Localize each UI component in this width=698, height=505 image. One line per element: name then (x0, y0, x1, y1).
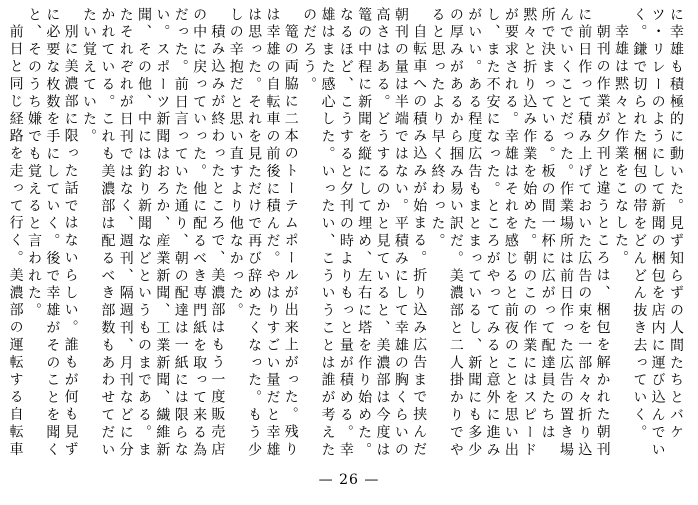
text-column: 自転車への積み込みが始まる。折り込み広告まで挟んだ (411, 24, 428, 460)
text-column: ると思ったより早く終わった。 (429, 7, 446, 251)
vertical-text-block (3, 7, 685, 465)
text-column: たそれぞれが日刊ではなく、週刊、隔週刊、月刊などに分 (117, 7, 134, 460)
text-column: が要求される。幸雄はそれを感じると前夜のことを思い出 (502, 7, 519, 460)
text-column: がいい。ある程度広告もまとまっているし、新聞にも多少 (466, 7, 483, 460)
text-column: 朝刊の量は半端ではない。平積みにして幸雄の胸くらいの (392, 7, 409, 460)
text-column: は思った。それを見ただけで再び辞めたくなった。もう少 (246, 7, 263, 460)
text-column: に前日作って積み上げておいた広告の束を一部々々折り込 (576, 7, 593, 460)
text-column: だった。前日言っていた通り、朝の配達は一紙には限らな (172, 7, 189, 460)
text-column: 積み込みが終わったところで、美濃部はもう一度販売店 (209, 24, 226, 460)
text-column: 雄はまた感心した。いったい、こういうことは誰が考えた (319, 7, 336, 460)
text-column: 別に美濃部に限った話ではないらしい。誰もが何も見ず (62, 24, 79, 460)
text-column: の中に戻っていった。他に配るべき専門紙を取って来る為 (191, 7, 208, 460)
page-number: — 26 — (318, 472, 380, 488)
text-column: の厚みがあるから掴み易い訳だ。美濃部と二人掛かりでや (447, 7, 464, 460)
text-column: に幸雄も積極的に動いた。見ず知らずの人間たちとバケ (668, 7, 684, 442)
text-column: 朝刊の作業が夕刊と違うところは、梱包を解かれた朝刊 (594, 24, 611, 460)
text-column: い。スポーツ新聞はおろか、産業新聞、工業新聞、繊維新 (154, 7, 171, 460)
text-column: は幸雄の自転車の前後に積んだ。やはりすごい量だと幸雄 (264, 7, 281, 460)
text-column: なるほど、こうすると夕刊の時よりもっと量が積める。幸 (337, 7, 354, 460)
text-column: 篭の中程に新聞を縦にして埋め、左右に塔を作り始めた。 (356, 7, 373, 460)
text-column: し、また不安になった。ところがやってみると意外に進み (484, 7, 501, 460)
text-column: く。鎌で切られた梱包の帯をどんどん抜き去っていく。 (631, 7, 648, 442)
text-column: 前日と同じ経路を走って行く。美濃部の運転する自転車 (7, 24, 24, 460)
text-column: んでいくことだった。作業場所は前日作った広告の置き場 (557, 7, 574, 460)
text-column: 篭の両脇に二本のトーテムポールが出来上がった。残り (282, 24, 299, 460)
text-column: ツ・リレーのようにして新聞の梱包を店内に運び込んでい (649, 7, 666, 460)
text-column: しの辛抱だと思い直すより他なかった。 (227, 7, 244, 321)
text-column: たい覚えていた。 (81, 7, 97, 147)
text-column: 高さはある。どうするのかと見ていると、美濃部は今度は (374, 7, 391, 460)
text-column: と、そのうち嫌でも覚えると言われた。 (25, 7, 42, 321)
text-column: に必要な枚数を手にしていく。後で幸雄がそのことを聞く (44, 7, 61, 460)
text-column: 所で決まっている。板の間一杯に広がって配達員たちは (539, 7, 556, 442)
text-column: 聞、その他、中には釣り新聞などというものまである。ま (136, 7, 153, 460)
text-column: かれている。これも美濃部は配るべき部数もあわせてだい (99, 7, 116, 460)
text-column: 黙々と折り込み作業を始めた。朝のこの作業にはスピード (521, 7, 538, 460)
text-column: のだろう。 (301, 7, 318, 94)
text-column: 幸雄は黙々と作業をこなした。 (612, 24, 629, 268)
